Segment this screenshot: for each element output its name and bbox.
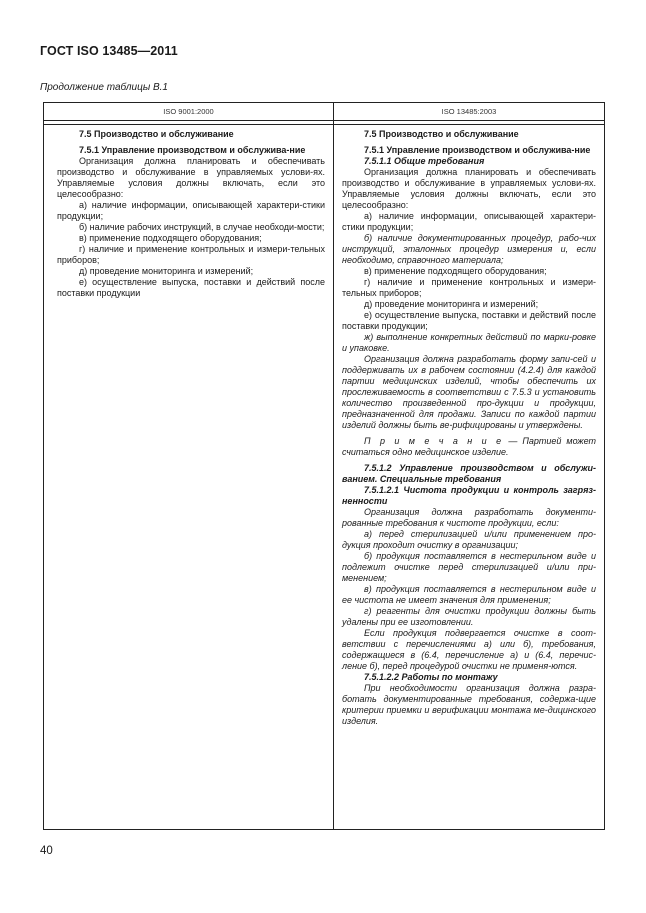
paragraph: Организация должна разработать документи-рованные требования к чистоте продукции, если: <box>342 507 596 528</box>
list-item: е) осуществление выпуска, поставки и действий после поставки продукции; <box>342 310 596 331</box>
column-header-iso9001: ISO 9001:2000 <box>163 107 214 116</box>
list-item: г) наличие и применение контрольных и измери-тельных приборов; <box>57 244 325 265</box>
subsection-heading: 7.5.1 Управление производством и обслужива-ние <box>79 145 306 155</box>
list-item: в) продукция поставляется в нестерильном виде и ее чистота не имеет значения для применения; <box>342 584 596 605</box>
list-item: в) применение подходящего оборудования; <box>364 266 547 276</box>
table-caption: Продолжение таблицы В.1 <box>40 82 168 93</box>
clause-heading: 7.5.1.2.1 Чистота продукции и контроль загряз-ненности <box>342 485 596 506</box>
list-item: а) наличие информации, описывающей характери-стики продукции; <box>57 200 325 221</box>
document-header: ГОСТ ISO 13485—2011 <box>40 44 178 58</box>
clause-heading: 7.5.1.1 Общие требования <box>364 156 485 166</box>
paragraph: Организация должна планировать и обеспечивать производство и обслуживание в управляемых услови-ях. Управляемые условия должны включать, если это целесообразно: <box>342 167 596 210</box>
table-header-row <box>44 103 604 121</box>
list-item: г) реагенты для очистки продукции должны быть удалены при ее изготовлении. <box>342 606 596 627</box>
iso9001-column <box>57 129 325 299</box>
paragraph: При необходимости организация должна разра-ботать документированные требования, содержа-щие критерии приемки и верификации монтажа ме-дицинского изделия. <box>342 683 596 726</box>
list-item: в) применение подходящего оборудования; <box>79 233 262 243</box>
list-item: б) наличие документированных процедур, рабо-чих инструкций, эталонных процедур измерения и, если необходимо, справочного материала; <box>342 233 596 265</box>
list-item: д) проведение мониторинга и измерений; <box>79 266 254 276</box>
list-item: б) наличие рабочих инструкций, в случае необходи-мости; <box>79 222 325 232</box>
list-item: е) осуществление выпуска, поставки и действий после поставки продукции <box>57 277 325 298</box>
note-label: П р и м е ч а н и е <box>364 436 504 446</box>
section-heading: 7.5 Производство и обслуживание <box>79 129 234 139</box>
clause-heading: 7.5.1.2 Управление производством и обслужи-ванием. Специальные требования <box>342 463 596 484</box>
note <box>342 436 596 458</box>
paragraph: Организация должна планировать и обеспечивать производство и обслуживание в управляемых услови-ях. Управляемые условия должны включать, если это целесообразно: <box>57 156 325 199</box>
page-number: 40 <box>40 845 53 857</box>
list-item: д) проведение мониторинга и измерений; <box>364 299 539 309</box>
column-header-iso13485: ISO 13485:2003 <box>441 107 497 116</box>
subsection-heading: 7.5.1 Управление производством и обслужива-ние <box>364 145 591 155</box>
comparison-table <box>43 102 605 830</box>
header-gap-row <box>44 121 604 125</box>
paragraph: Организация должна разработать форму запи-сей и поддерживать их в рабочем состоянии (4.2.4) для каждой партии медицинских изделий, чтобы обеспечить их прослеживаемость в соответствии с 7.5.3 и установить количество произведенной про-дукции и продукции, предназначенной для продажи. Записи по каждой партии изделий должны быть ве-рифицированы и утверждены. <box>342 354 596 430</box>
iso13485-column <box>342 129 596 727</box>
note-text: — Партией может считаться одно медицинское изделие. <box>342 436 597 457</box>
list-item: ж) выполнение конкретных действий по марки-ровке и упаковке. <box>342 332 596 353</box>
clause-heading: 7.5.1.2.2 Работы по монтажу <box>364 672 498 682</box>
list-item: а) наличие информации, описывающей характери-стики продукции; <box>342 211 596 232</box>
section-heading: 7.5 Производство и обслуживание <box>364 129 519 139</box>
list-item: б) продукция поставляется в нестерильном виде и подлежит очистке перед стерилизацией и/или при-менением; <box>342 551 596 583</box>
list-item: г) наличие и применение контрольных и измери-тельных приборов; <box>342 277 596 298</box>
list-item: а) перед стерилизацией и/или применением про-дукция проходит очистку в организации; <box>342 529 596 550</box>
column-divider <box>333 103 334 829</box>
paragraph: Если продукция подвергается очистке в соот-ветствии с перечислениями а) или б), требования, содержащиеся в (6.4, перечисление а) и (6.4, перечис-ление б), перед процедурой очистки не применя-ются. <box>342 628 596 671</box>
